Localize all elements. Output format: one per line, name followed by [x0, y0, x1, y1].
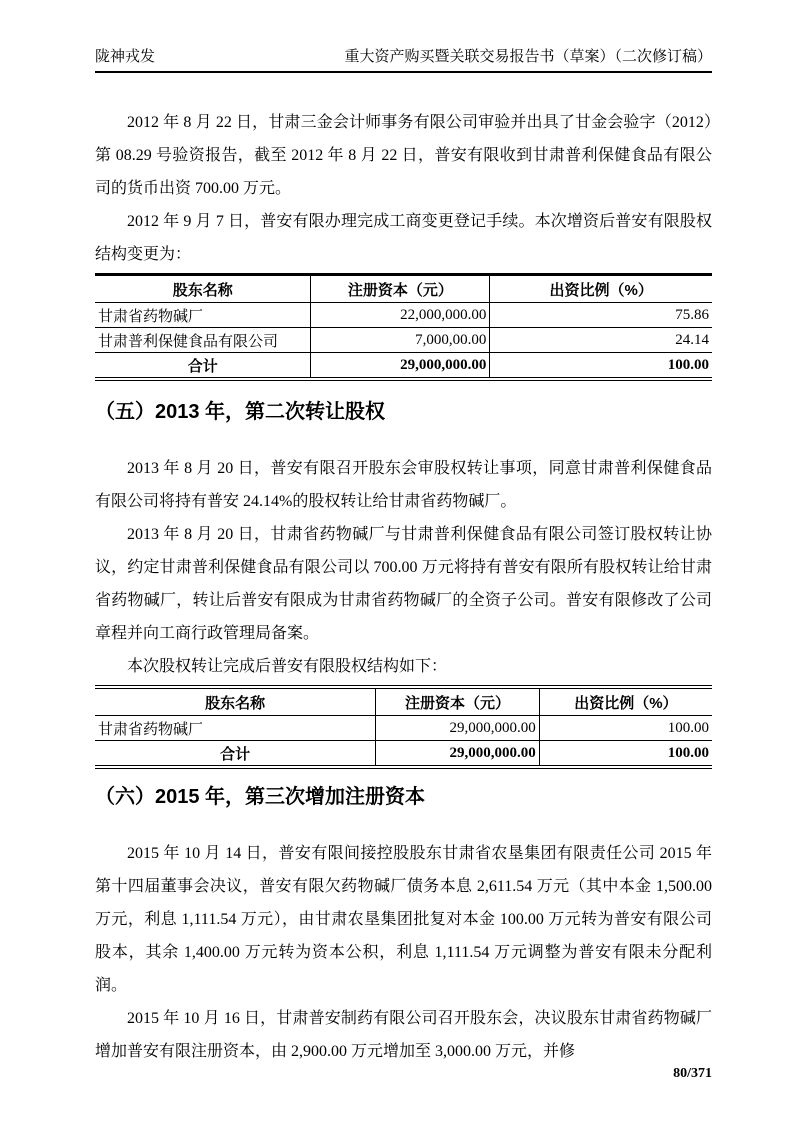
column-header-registered-capital: 注册资本（元） [311, 275, 490, 303]
table-header-row [95, 687, 712, 716]
paragraph-capital-verification: 2012 年 8 月 22 日，甘肃三金会计师事务有限公司审验并出具了甘金会验字（2012）第 08.29 号验资报告，截至 2012 年 8 月 22 日，普安有限收到甘肃普利保健食品有限公司的货币出资 700.00 万元。 [95, 114, 712, 197]
column-header-ratio: 出资比例（%） [539, 687, 712, 716]
column-header-ratio: 出资比例（%） [490, 275, 712, 303]
section-heading-6: （六）2015 年，第三次增加注册资本 [95, 786, 426, 808]
shareholding-table-2013 [95, 685, 712, 769]
paragraph-transfer-agreement: 2013 年 8 月 20 日，甘肃省药物碱厂与甘肃普利保健食品有限公司签订股权转让协议，约定甘肃普利保健食品有限公司以 700.00 万元将持有普安有限所有股权转让给甘肃省药物碱厂，转让后普安有限成为甘肃省药物碱厂的全资子公司。普安有限修改了公司章程并向工商行政管理局备案。 [95, 526, 712, 642]
cell-total-label: 合计 [95, 353, 311, 380]
cell-total-label: 合计 [95, 741, 376, 768]
cell-total-capital: 29,000,000.00 [311, 353, 490, 380]
table-header-row [95, 275, 712, 303]
paragraph-registration-change: 2012 年 9 月 7 日，普安有限办理完成工商变更登记手续。本次增资后普安有限股权结构变更为： [95, 213, 712, 263]
cell-shareholder: 甘肃普利保健食品有限公司 [95, 328, 311, 353]
cell-total-ratio: 100.00 [667, 744, 709, 761]
cell-capital: 22,000,000.00 [311, 303, 490, 328]
cell-shareholder: 甘肃省药物碱厂 [95, 716, 376, 741]
page-number: 80/371 [673, 1066, 712, 1081]
table-row [95, 328, 712, 353]
cell-ratio: 100.00 [539, 716, 712, 741]
page-header [95, 48, 712, 73]
header-doc-title: 重大资产购买暨关联交易报告书（草案）（二次修订稿） [344, 49, 712, 65]
shareholding-table-2012 [95, 273, 712, 381]
section-heading-5: （五）2013 年，第二次转让股权 [95, 401, 386, 423]
table-row [95, 716, 712, 741]
cell-total-ratio: 100.00 [667, 356, 709, 373]
table-total-row [95, 353, 712, 380]
column-header-registered-capital: 注册资本（元） [376, 687, 540, 716]
paragraph-capital-increase: 2015 年 10 月 16 日，甘肃普安制药有限公司召开股东会，决议股东甘肃省药物碱厂增加普安有限注册资本，由 2,900.00 万元增加至 3,000.00 万元，并修 [95, 1010, 712, 1060]
cell-capital: 7,000,00.00 [311, 328, 490, 353]
column-header-shareholder: 股东名称 [95, 687, 376, 716]
table-row [95, 303, 712, 328]
cell-total-capital: 29,000,000.00 [376, 741, 540, 768]
header-company-name: 陇神戎发 [95, 49, 156, 65]
cell-capital: 29,000,000.00 [376, 716, 540, 741]
paragraph-debt-to-equity: 2015 年 10 月 14 日，普安有限间接控股股东甘肃省农垦集团有限责任公司 2015 年第十四届董事会决议，普安有限欠药物碱厂债务本息 2,611.54 万元（其中本金 1,500.00 万元，利息 1,111.54 万元），由甘肃农垦集团批复对本金 100.00 万元转为普安有限公司股本，其余 1,400.00 万元转为资本公积，利息 1,111.54 万元调整为普安有限未分配利润。 [95, 845, 712, 994]
column-header-shareholder: 股东名称 [95, 275, 311, 303]
paragraph-table2-intro: 本次股权转让完成后普安有限股权结构如下： [127, 658, 448, 675]
table-total-row [95, 741, 712, 768]
cell-ratio: 75.86 [490, 303, 712, 328]
paragraph-transfer-resolution: 2013 年 8 月 20 日，普安有限召开股东会审股权转让事项，同意甘肃普利保健食品有限公司将持有普安 24.14%的股权转让给甘肃省药物碱厂。 [95, 460, 712, 510]
cell-shareholder: 甘肃省药物碱厂 [95, 303, 311, 328]
cell-ratio: 24.14 [490, 328, 712, 353]
